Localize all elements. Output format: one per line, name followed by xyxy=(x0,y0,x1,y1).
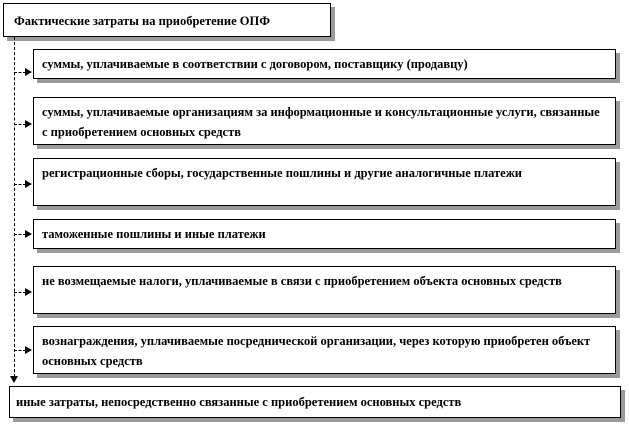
item-text-4: таможенные пошлины и иные платежи xyxy=(42,227,266,241)
item-box-3 xyxy=(33,158,616,206)
item-text-1: суммы, уплачиваемые в соответствии с договором, поставщику (продавцу) xyxy=(42,57,468,71)
item-box-1 xyxy=(33,49,616,79)
arrow-2 xyxy=(25,120,32,128)
item-box-2 xyxy=(33,97,616,145)
title-box xyxy=(3,3,331,37)
arrow-4 xyxy=(25,230,32,238)
arrow-1 xyxy=(25,68,32,76)
arrow-5 xyxy=(25,288,32,296)
item-text-6: вознаграждения, уплачиваемые посреднической организации, через которую приобретен объект основных средств xyxy=(42,334,591,368)
vertical-connector xyxy=(14,37,15,377)
arrow-to-footer xyxy=(10,376,18,383)
item-text-3: регистрационные сборы, государственные пошлины и другие аналогичные платежи xyxy=(42,166,522,180)
footer-text: иные затраты, непосредственно связанные с приобретением основных средств xyxy=(16,395,462,409)
item-text-2: суммы, уплачиваемые организациям за информационные и консультационные услуги, связанные с приобретением основных средств xyxy=(42,105,600,139)
footer-box xyxy=(9,386,621,418)
item-box-6 xyxy=(33,326,616,374)
item-box-5 xyxy=(33,266,616,314)
title-text: Фактические затраты на приобретение ОПФ xyxy=(14,14,270,28)
item-text-5: не возмещаемые налоги, уплачиваемые в связи с приобретением объекта основных средств xyxy=(42,274,562,288)
arrow-6 xyxy=(25,346,32,354)
item-box-4 xyxy=(33,219,616,249)
arrow-3 xyxy=(25,180,32,188)
